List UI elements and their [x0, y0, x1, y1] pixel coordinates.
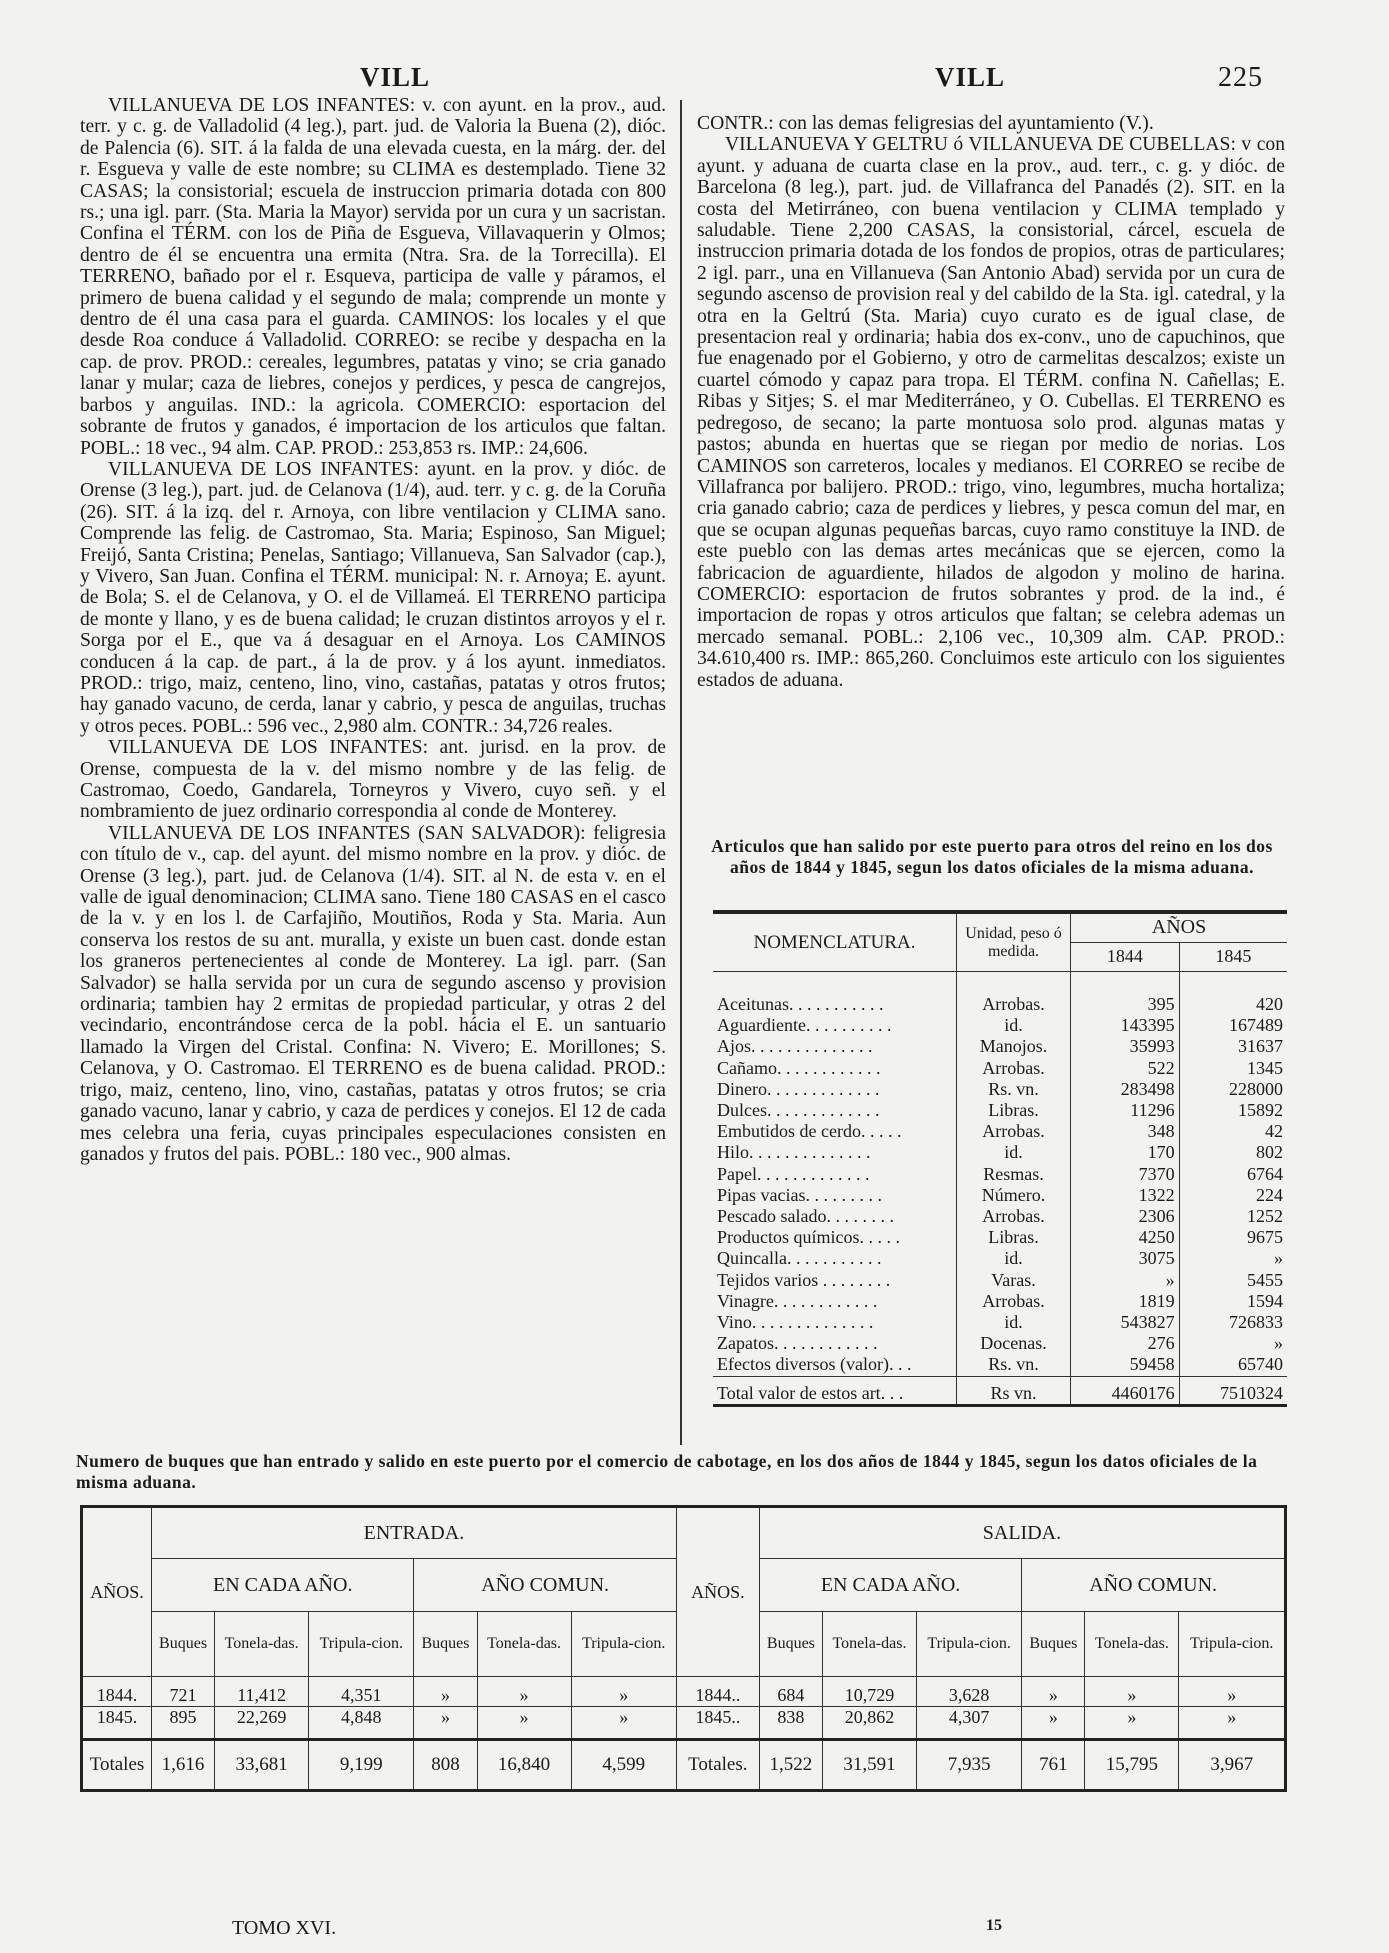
- article-unit: id.: [957, 1248, 1071, 1269]
- column-divider: [680, 100, 682, 1445]
- article-row: [713, 1227, 1287, 1248]
- article-row: [713, 1248, 1287, 1269]
- article-row: [713, 1100, 1287, 1121]
- article-y1845: 224: [1179, 1185, 1287, 1206]
- boats-year2: 1844..: [676, 1677, 759, 1707]
- entrada-common-year-header: AÑO COMUN.: [414, 1559, 676, 1612]
- years-col-header: AÑOS.: [82, 1507, 152, 1677]
- salida-each-year-header: EN CADA AÑO.: [759, 1559, 1021, 1612]
- article-row: [713, 1036, 1287, 1057]
- salida-header: SALIDA.: [759, 1507, 1285, 1559]
- years-header: AÑOS: [1071, 912, 1288, 943]
- boats-s_buques: 684: [759, 1677, 822, 1707]
- boats-ec_trip: »: [571, 1707, 676, 1740]
- boats-row: [82, 1707, 1286, 1740]
- boats-s_trip: 3,628: [916, 1677, 1021, 1707]
- col-tripulacion: Tripula-cion.: [1179, 1612, 1286, 1677]
- total-1845: 7510324: [1179, 1376, 1287, 1405]
- article-y1844: 276: [1071, 1333, 1180, 1354]
- article-row: [713, 1142, 1287, 1163]
- articles-body: [713, 972, 1287, 1377]
- articles-table: [713, 910, 1287, 1407]
- article-y1844: 59458: [1071, 1354, 1180, 1376]
- article-y1845: 15892: [1179, 1100, 1287, 1121]
- article-y1844: 35993: [1071, 1036, 1180, 1057]
- article-y1845: 802: [1179, 1142, 1287, 1163]
- col-buques: Buques: [152, 1612, 215, 1677]
- boats-table: [80, 1505, 1287, 1792]
- article-y1845: 1252: [1179, 1206, 1287, 1227]
- col-toneladas: Tonela-das.: [822, 1612, 916, 1677]
- header-center: VILL: [935, 62, 1006, 92]
- article-row: [713, 1354, 1287, 1376]
- article-unit: Arrobas.: [957, 1058, 1071, 1079]
- boats-e_buques: 721: [152, 1677, 215, 1707]
- boats-s_ton: 10,729: [822, 1677, 916, 1707]
- total-1844: 4460176: [1071, 1376, 1180, 1405]
- article-row: [713, 1164, 1287, 1185]
- boats-row: [82, 1677, 1286, 1707]
- article-y1845: 420: [1179, 972, 1287, 1016]
- article-name: Quincalla. . . . . . . . . . .: [717, 1248, 882, 1269]
- year-1845-header: 1845: [1179, 943, 1287, 972]
- cell: 16,840: [477, 1740, 571, 1791]
- article-y1844: »: [1071, 1270, 1180, 1291]
- cell: 7,935: [916, 1740, 1021, 1791]
- article-y1844: 143395: [1071, 1015, 1180, 1036]
- totals-label-2: Totales.: [676, 1740, 759, 1791]
- article-y1844: 11296: [1071, 1100, 1180, 1121]
- boats-sc_buques: »: [1022, 1677, 1085, 1707]
- article-y1845: 167489: [1179, 1015, 1287, 1036]
- article-unit: Resmas.: [957, 1164, 1071, 1185]
- article-y1845: 65740: [1179, 1354, 1287, 1376]
- boats-s_trip: 4,307: [916, 1707, 1021, 1740]
- boats-year: 1845.: [82, 1707, 152, 1740]
- article-name: Ajos. . . . . . . . . . . . . .: [717, 1036, 873, 1057]
- article-unit: Arrobas.: [957, 972, 1071, 1016]
- boats-totals-row: [82, 1740, 1286, 1791]
- article-y1845: 1594: [1179, 1291, 1287, 1312]
- article-y1844: 2306: [1071, 1206, 1180, 1227]
- entry-paragraph: VILLANUEVA DE LOS INFANTES: ayunt. en la prov. y dióc. de Orense (3 leg.), part. jud. de Celanova (1/4), aud. terr. y c. g. de la Coruña (26). SIT. á la izq. del r. Arnoya, con libre ventilacion y CLIMA sano. Comprende las felig. de Castromao, Sta. Maria; Espinoso, San Miguel; Freijó, Santa Cristina; Penelas, Santiago; Villanueva, San Salvador (cap.), y Vivero, San Juan. Confina el TÉRM. municipal: N. r. Arnoya; E. ayunt. de Bola; S. el de Celanova, y O. el de Villameá. El TERRENO participa de monte y llano, y es de buena calidad; le cruzan distintos arroyos y el r. Sorga por el E., que va á desaguar en el Arnoya. Los CAMINOS conducen á la cap. de part., á la de prov. y á los ayunt. inmediatos. PROD.: trigo, maiz, centeno, lino, vino, castañas, patatas y otros frutos; hay ganado vacuno, de cerda, lanar y cabrio, y pesca de anguilas, truchas y otros peces. POBL.: 596 vec., 2,980 alm. CONTR.: 34,726 reales.: [80, 458, 666, 737]
- article-y1845: 1345: [1179, 1058, 1287, 1079]
- article-unit: Rs. vn.: [957, 1354, 1071, 1376]
- entrada-each-year-header: EN CADA AÑO.: [152, 1559, 414, 1612]
- col-toneladas: Tonela-das.: [215, 1612, 309, 1677]
- article-y1845: 9675: [1179, 1227, 1287, 1248]
- article-unit: Arrobas.: [957, 1121, 1071, 1142]
- article-row: [713, 1079, 1287, 1100]
- unit-header: Unidad, peso ó medida.: [957, 912, 1071, 972]
- boats-sc_ton: »: [1085, 1707, 1179, 1740]
- entry-paragraph: VILLANUEVA DE LOS INFANTES: v. con ayunt. en la prov., aud. terr. y c. g. de Valladolid (4 leg.), part. jud. de Valoria la Buena (2), dióc. de Palencia (6). SIT. á la falda de una elevada cuesta, en la márg. der. del r. Esgueva y valle de este nombre; su CLIMA es destemplado. Tiene 32 CASAS; la consistorial; escuela de instruccion primaria dotada con 800 rs.; una igl. parr. (Sta. Maria la Mayor) servida por un cura y un sacristan. Confina el TÉRM. con los de Piña de Esgueva, Villavaquerin y Olmos; dentro de él se encuentra una ermita (Ntra. Sra. de la Torrecilla). El TERRENO, bañado por el r. Esqueva, participa de valle y páramos, el primero de buena calidad y el segundo de mala; comprende un monte y dentro de él una casa para el guarda. CAMINOS: los locales y el que desde Roa conduce á Valladolid. CORREO: se recibe y despacha en la cap. de prov. PROD.: cereales, legumbres, patatas y vino; se cria ganado lanar y mular; caza de liebres, conejos y perdices, y pesca de cangrejos, barbos y anguilas. IND.: la agricola. COMERCIO: esportacion del sobrante de frutos y ganados, é importacion de los articulos que faltan. POBL.: 18 vec., 94 alm. CAP. PROD.: 253,853 rs. IMP.: 24,606.: [80, 95, 666, 459]
- boats-e_trip: 4,848: [309, 1707, 414, 1740]
- cell: 808: [414, 1740, 477, 1791]
- boats-ec_ton: »: [477, 1677, 571, 1707]
- article-unit: Rs. vn.: [957, 1079, 1071, 1100]
- article-unit: Arrobas.: [957, 1206, 1071, 1227]
- boats-table-title: Numero de buques que han entrado y salido en este puerto por el comercio de cabotage, en los dos años de 1844 y 1845, segun los datos oficiales de la misma aduana.: [76, 1451, 1258, 1492]
- cell: 1,616: [152, 1740, 215, 1791]
- article-row: [713, 1185, 1287, 1206]
- article-unit: Libras.: [957, 1100, 1071, 1121]
- article-name: Papel. . . . . . . . . . . . .: [717, 1163, 870, 1184]
- left-column: [80, 95, 666, 1165]
- entrada-header: ENTRADA.: [152, 1507, 677, 1559]
- articles-total-row: [713, 1376, 1287, 1405]
- article-name: Aceitunas. . . . . . . . . . .: [717, 994, 884, 1014]
- article-unit: Manojos.: [957, 1036, 1071, 1057]
- article-y1845: 5455: [1179, 1270, 1287, 1291]
- article-y1844: 522: [1071, 1058, 1180, 1079]
- boats-e_trip: 4,351: [309, 1677, 414, 1707]
- cell: 15,795: [1085, 1740, 1179, 1791]
- col-buques: Buques: [759, 1612, 822, 1677]
- cell: 4,599: [571, 1740, 676, 1791]
- entry-paragraph: VILLANUEVA DE LOS INFANTES: ant. jurisd. en la prov. de Orense, compuesta de la v. del mismo nombre y de las felig. de Castromao, Coedo, Gandarela, Torneyros y Vivero, cuyo señ. y el nombramiento de juez ordinario correspondia al conde de Monterey.: [80, 737, 666, 823]
- entry-paragraph: VILLANUEVA Y GELTRU ó VILLANUEVA DE CUBELLAS: v con ayunt. y aduana de cuarta clase en la prov., aud. terr., c. g. y dióc. de Barcelona (8 leg.), part. jud. de Villafranca del Panadés (2). SIT. en la costa del Metirráneo, con buena ventilacion y CLIMA templado y saludable. Tiene 2,200 CASAS, la consistorial, cárcel, escuela de instruccion primaria dotada de los fondos de propios, otras de particulares; 2 igl. parr., una en Villanueva (San Antonio Abad) servida por un cura de segundo ascenso de provision real y del cabildo de la Sta. igl. catedral, y la otra en la Geltrú (Sta. Maria) cuyo curato es de igual clase, de presentacion real y ordinaria; habia dos ex-conv., uno de capuchinos, que fue enagenado por el Gobierno, y otro de carmelitas descalzos; existe un cuartel cómodo y capaz para tropa. El TÉRM. confina N. Cañellas; E. Ribas y Sitjes; S. el mar Mediterráneo, y O. Cubellas. El TERRENO es pedregoso, de secano; la parte montuosa solo prod. algunas matas y pastos; abunda en huertas que se riegan por medio de norias. Los CAMINOS son carreteros, locales y medianos. El CORREO se recibe de Villafranca por balijero. PROD.: trigo, vino, legumbres, mucha hortaliza; cria ganado cabrio; caza de perdices y liebres, y pesca comun del mar, en que se ocupan algunas pequeñas barcas, cuyo ramo constituye la IND. de este pueblo con las demas artes mecánicas que se ejercen, como la fabricacion de aguardiente, hilados de algodon y molino de harina. COMERCIO: esportacion de frutos sobrantes y prod. de la ind., é importacion de ropas y otros articulos que faltan; se celebra ademas un mercado semanal. POBL.: 2,106 vec., 10,309 alm. CAP. PROD.: 34.610,400 rs. IMP.: 865,260. Concluimos este articulo con los siguientes estados de aduana.: [697, 134, 1285, 691]
- article-row: [713, 1121, 1287, 1142]
- article-y1845: »: [1179, 1333, 1287, 1354]
- col-tripulacion: Tripula-cion.: [309, 1612, 414, 1677]
- article-name: Aguardiente. . . . . . . . . .: [717, 1015, 892, 1036]
- boats-year2: 1845..: [676, 1707, 759, 1740]
- article-name: Pipas vacias. . . . . . . . .: [717, 1184, 882, 1205]
- article-name: Hilo. . . . . . . . . . . . . .: [717, 1142, 871, 1163]
- article-row: [713, 1058, 1287, 1079]
- boats-e_ton: 11,412: [215, 1677, 309, 1707]
- years-col-header-2: AÑOS.: [676, 1507, 759, 1677]
- footer-volume: TOMO XVI.: [232, 1917, 337, 1939]
- nomenclatura-header: NOMENCLATURA.: [713, 912, 957, 972]
- article-y1844: 283498: [1071, 1079, 1180, 1100]
- article-y1844: 170: [1071, 1142, 1180, 1163]
- article-name: Dulces. . . . . . . . . . . . .: [717, 1100, 880, 1121]
- articles-table-title: Articulos que han salido por este puerto para otros del reino en los dos años de 1844 y 1845, segun los datos oficiales de la misma aduana.: [711, 836, 1273, 877]
- page-number: 225: [1218, 62, 1263, 93]
- article-y1844: 7370: [1071, 1164, 1180, 1185]
- footer-signature: 15: [986, 1917, 1002, 1934]
- article-row: [713, 1270, 1287, 1291]
- boats-e_ton: 22,269: [215, 1707, 309, 1740]
- cell: 9,199: [309, 1740, 414, 1791]
- article-y1844: 348: [1071, 1121, 1180, 1142]
- col-buques: Buques: [414, 1612, 477, 1677]
- boats-ec_trip: »: [571, 1677, 676, 1707]
- article-y1844: 1819: [1071, 1291, 1180, 1312]
- col-toneladas: Tonela-das.: [477, 1612, 571, 1677]
- boats-e_buques: 895: [152, 1707, 215, 1740]
- article-y1844: 1322: [1071, 1185, 1180, 1206]
- article-unit: Número.: [957, 1185, 1071, 1206]
- year-1844-header: 1844: [1071, 943, 1180, 972]
- article-name: Pescado salado. . . . . . . .: [717, 1206, 894, 1227]
- boats-ec_ton: »: [477, 1707, 571, 1740]
- article-unit: Docenas.: [957, 1333, 1071, 1354]
- article-unit: Libras.: [957, 1227, 1071, 1248]
- col-buques: Buques: [1022, 1612, 1085, 1677]
- boats-sc_ton: »: [1085, 1677, 1179, 1707]
- article-name: Vino. . . . . . . . . . . . . .: [717, 1312, 874, 1333]
- right-column: [697, 113, 1285, 691]
- article-y1844: 3075: [1071, 1248, 1180, 1269]
- article-unit: id.: [957, 1142, 1071, 1163]
- boats-sc_trip: »: [1179, 1707, 1286, 1740]
- article-y1844: 543827: [1071, 1312, 1180, 1333]
- boats-ec_buques: »: [414, 1707, 477, 1740]
- cell: 33,681: [215, 1740, 309, 1791]
- article-name: Productos químicos. . . . .: [717, 1227, 900, 1248]
- boats-sc_trip: »: [1179, 1677, 1286, 1707]
- article-unit: Varas.: [957, 1270, 1071, 1291]
- article-unit: id.: [957, 1312, 1071, 1333]
- article-y1845: 228000: [1179, 1079, 1287, 1100]
- article-y1844: 4250: [1071, 1227, 1180, 1248]
- article-name: Dinero. . . . . . . . . . . . .: [717, 1078, 880, 1099]
- cell: 761: [1022, 1740, 1085, 1791]
- article-y1845: »: [1179, 1248, 1287, 1269]
- boats-year: 1844.: [82, 1677, 152, 1707]
- col-toneladas: Tonela-das.: [1085, 1612, 1179, 1677]
- cell: 31,591: [822, 1740, 916, 1791]
- article-y1845: 31637: [1179, 1036, 1287, 1057]
- article-name: Zapatos. . . . . . . . . . . .: [717, 1333, 878, 1354]
- article-row: [713, 1333, 1287, 1354]
- article-row: [713, 972, 1287, 1016]
- article-y1845: 6764: [1179, 1164, 1287, 1185]
- col-tripulacion: Tripula-cion.: [916, 1612, 1021, 1677]
- article-unit: Arrobas.: [957, 1291, 1071, 1312]
- boats-ec_buques: »: [414, 1677, 477, 1707]
- totals-label: Totales: [82, 1740, 152, 1791]
- cell: 3,967: [1179, 1740, 1286, 1791]
- article-name: Vinagre. . . . . . . . . . . .: [717, 1290, 878, 1311]
- article-row: [713, 1206, 1287, 1227]
- article-name: Embutidos de cerdo. . . . .: [717, 1121, 902, 1142]
- article-row: [713, 1312, 1287, 1333]
- article-y1845: 42: [1179, 1121, 1287, 1142]
- article-row: [713, 1291, 1287, 1312]
- article-row: [713, 1015, 1287, 1036]
- entry-paragraph: CONTR.: con las demas feligresias del ayuntamiento (V.).: [697, 113, 1154, 134]
- total-unit: Rs vn.: [957, 1376, 1071, 1405]
- col-tripulacion: Tripula-cion.: [571, 1612, 676, 1677]
- article-name: Tejidos varios . . . . . . . .: [717, 1269, 891, 1290]
- article-name: Cañamo. . . . . . . . . . . .: [717, 1057, 881, 1078]
- boats-body: [82, 1677, 1286, 1740]
- cell: 1,522: [759, 1740, 822, 1791]
- boats-s_ton: 20,862: [822, 1707, 916, 1740]
- entry-paragraph: VILLANUEVA DE LOS INFANTES (SAN SALVADOR): feligresia con título de v., cap. del ayunt. del mismo nombre en la prov. y dióc. de Orense (3 leg.), part. jud. de Celanova (1/4). SIT. al N. de esta v. en el valle de igual denominacion; CLIMA sano. Tiene 180 CASAS en el casco de la v. y en los l. de Carfajiño, Moutiños, Roda y Sta. Maria. Aun conserva los restos de su ant. muralla, y existe un buen cast. donde estan los graneros pertenecientes al conde de Monterey. La igl. parr. (San Salvador) se halla servida por un cura de segundo ascenso y provision ordinaria; tambien hay 2 ermitas de propiedad particular, y otras 2 del vecindario, encontrándose cerca de la pobl. hácia el E. un santuario llamado la Virgen del Cristal. Confina: N. Vivero; E. Morillones; S. Celanova, y O. Castromao. El TERRENO es de buena calidad. PROD.: trigo, maiz, centeno, lino, vino, castañas, patatas y otros frutos; se cria ganado vacuno, lanar y cabrio, y caza de perdices y conejos. El 12 de cada mes celebra una feria, cuyas principales especulaciones consisten en ganados y frutos del pais. POBL.: 180 vec., 900 almas.: [80, 822, 666, 1165]
- header-left: VILL: [360, 62, 431, 92]
- article-y1844: 395: [1071, 972, 1180, 1016]
- salida-common-year-header: AÑO COMUN.: [1022, 1559, 1286, 1612]
- boats-s_buques: 838: [759, 1707, 822, 1740]
- article-y1845: 726833: [1179, 1312, 1287, 1333]
- boats-sc_buques: »: [1022, 1707, 1085, 1740]
- total-label: Total valor de estos art. . .: [713, 1376, 957, 1405]
- article-name: Efectos diversos (valor). . .: [717, 1354, 912, 1375]
- article-unit: id.: [957, 1015, 1071, 1036]
